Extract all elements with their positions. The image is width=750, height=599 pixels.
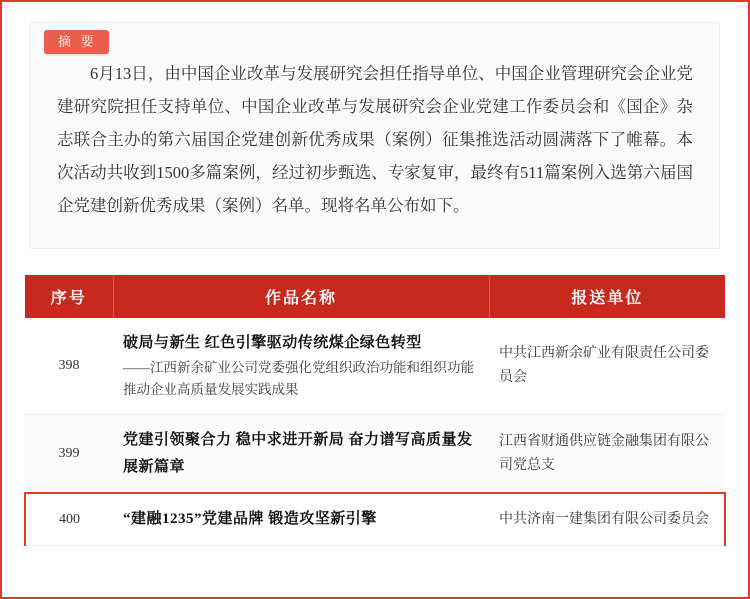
column-header-org: 报送单位	[489, 275, 725, 318]
results-table	[24, 275, 726, 546]
column-header-title: 作品名称	[113, 275, 489, 318]
table-header-row	[25, 275, 725, 318]
row-number: 400	[25, 493, 113, 545]
row-number: 398	[25, 318, 113, 415]
row-title	[113, 318, 489, 415]
row-title	[113, 415, 489, 494]
table-row	[25, 318, 725, 415]
row-number: 399	[25, 415, 113, 494]
results-table-wrapper	[24, 275, 726, 546]
abstract-box	[30, 22, 720, 249]
table-header	[25, 275, 725, 318]
table-body	[25, 318, 725, 545]
row-org: 中共江西新余矿业有限责任公司委员会	[489, 318, 725, 415]
row-title-main: 党建引领聚合力 稳中求进开新局 奋力谱写高质量发展新篇章	[123, 432, 473, 475]
row-title-main: 破局与新生 红色引擎驱动传统煤企绿色转型	[123, 335, 422, 351]
row-title	[113, 493, 489, 545]
row-org: 江西省财通供应链金融集团有限公司党总支	[489, 415, 725, 494]
row-title-main: “建融1235”党建品牌 锻造攻坚新引擎	[123, 511, 377, 528]
table-row	[25, 415, 725, 494]
abstract-section	[30, 22, 720, 249]
row-title-sub: ——江西新余矿业公司党委强化党组织政治功能和组织功能推动企业高质量发展实践成果	[123, 359, 474, 398]
abstract-tag: 摘 要	[44, 30, 109, 54]
column-header-num: 序号	[25, 275, 113, 318]
abstract-paragraph: 6月13日，由中国企业改革与发展研究会担任指导单位、中国企业管理研究会企业党建研究院担任支持单位、中国企业改革与发展研究会企业党建工作委员会和《国企》杂志联合主办的第六届国企党建创新优秀成果（案例）征集推选活动圆满落下了帷幕。本次活动共收到1500多篇案例，经过初步甄选、专家复审，最终有511篇案例入选第六届国企党建创新优秀成果（案例）名单。现将名单公布如下。	[57, 64, 693, 215]
table-row-highlighted	[25, 493, 725, 545]
row-org: 中共济南一建集团有限公司委员会	[489, 493, 725, 545]
